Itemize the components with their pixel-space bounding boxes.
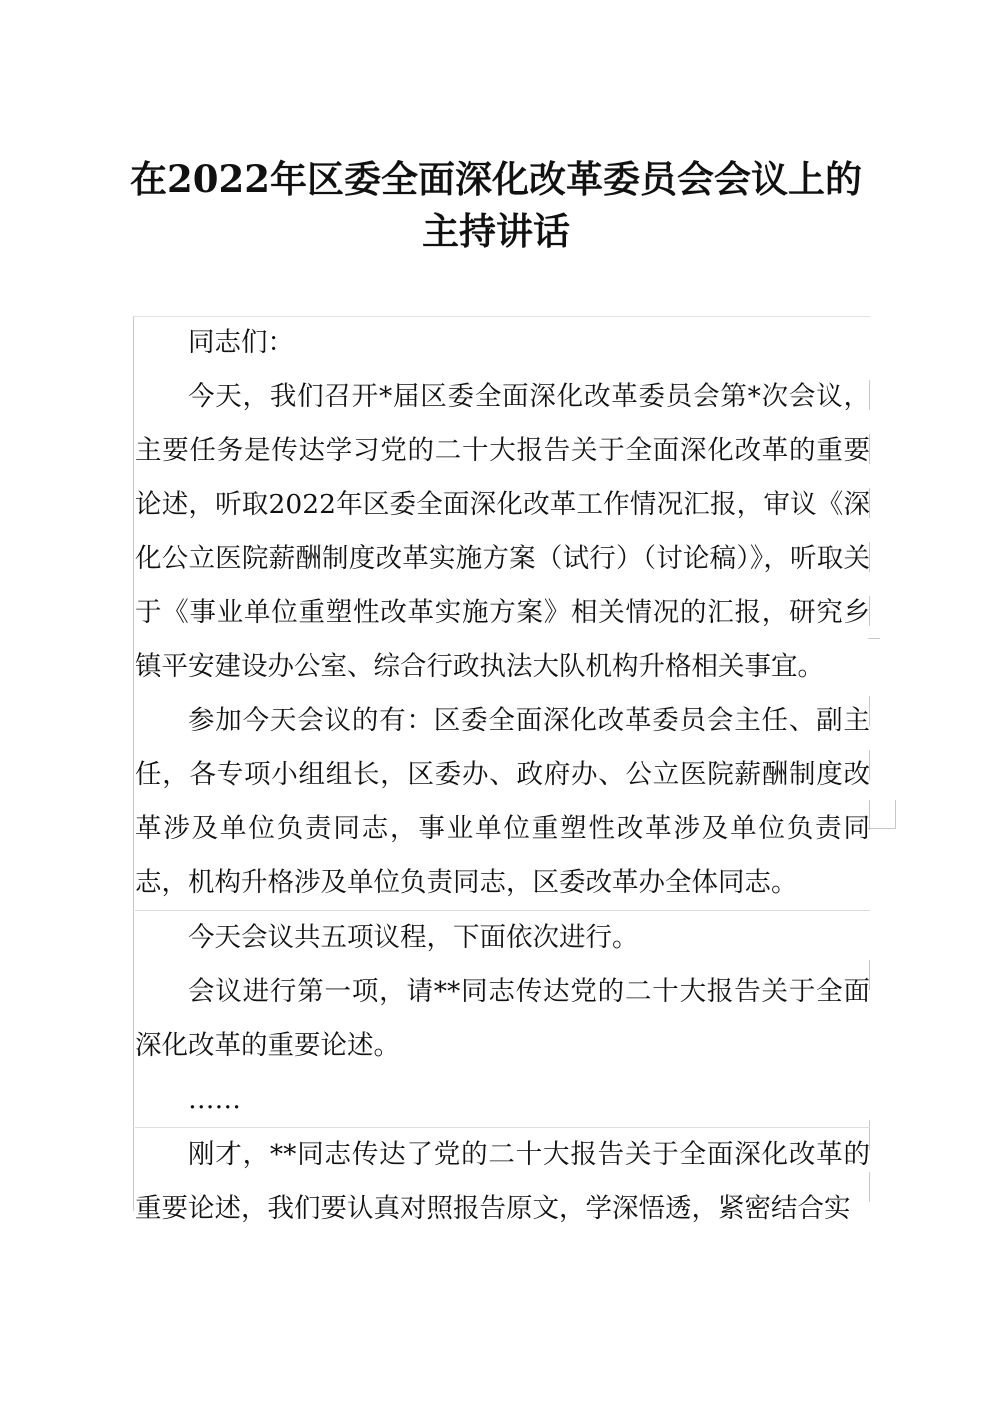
paragraph-agenda-item-1: 会议进行第一项，请**同志传达党的二十大报告关于全面深化改革的重要论述。 <box>135 976 870 1061</box>
paragraph-agenda-intro: 今天会议共五项议程，下面依次进行。 <box>135 910 870 965</box>
paragraph-attendees: 参加今天会议的有：区委全面深化改革委员会主任、副主任，各专项小组组长，区委办、政府办、公立医院薪酬制度改革涉及单位负责同志，事业单位重塑性改革涉及单位负责同志，机构升格涉及单位负责同志，区委改革办全体同志。 <box>135 705 870 898</box>
paragraph-ellipsis: …… <box>188 1084 241 1115</box>
left-margin-rule <box>133 316 134 1211</box>
paragraph-end-mark <box>868 828 896 829</box>
paragraph-meeting-purpose: 今天，我们召开*届区委全面深化改革委员会第*次会议，主要任务是传达学习党的二十大报告关于全面深化改革的重要论述，听取2022年区委全面深化改革工作情况汇报，审议《深化公立医院薪酬制度改革实施方案（试行）（讨论稿）》，听取关于《事业单位重塑性改革实施方案》相关情况的汇报，研究乡镇平安建设办公室、综合行政执法大队机构升格相关事宜。 <box>135 381 870 682</box>
document-title-line-1: 在2022年区委全面深化改革委员会会议上的 <box>130 157 862 201</box>
paragraph-summary: 刚才，**同志传达了党的二十大报告关于全面深化改革的重要论述，我们要认真对照报告原文，学深悟透，紧密结合实 <box>135 1127 870 1236</box>
document-body <box>135 316 870 1236</box>
document-title-line-2: 主持讲话 <box>422 209 570 253</box>
paragraph-salutation: 同志们： <box>188 327 294 358</box>
right-margin-mark <box>895 800 896 828</box>
